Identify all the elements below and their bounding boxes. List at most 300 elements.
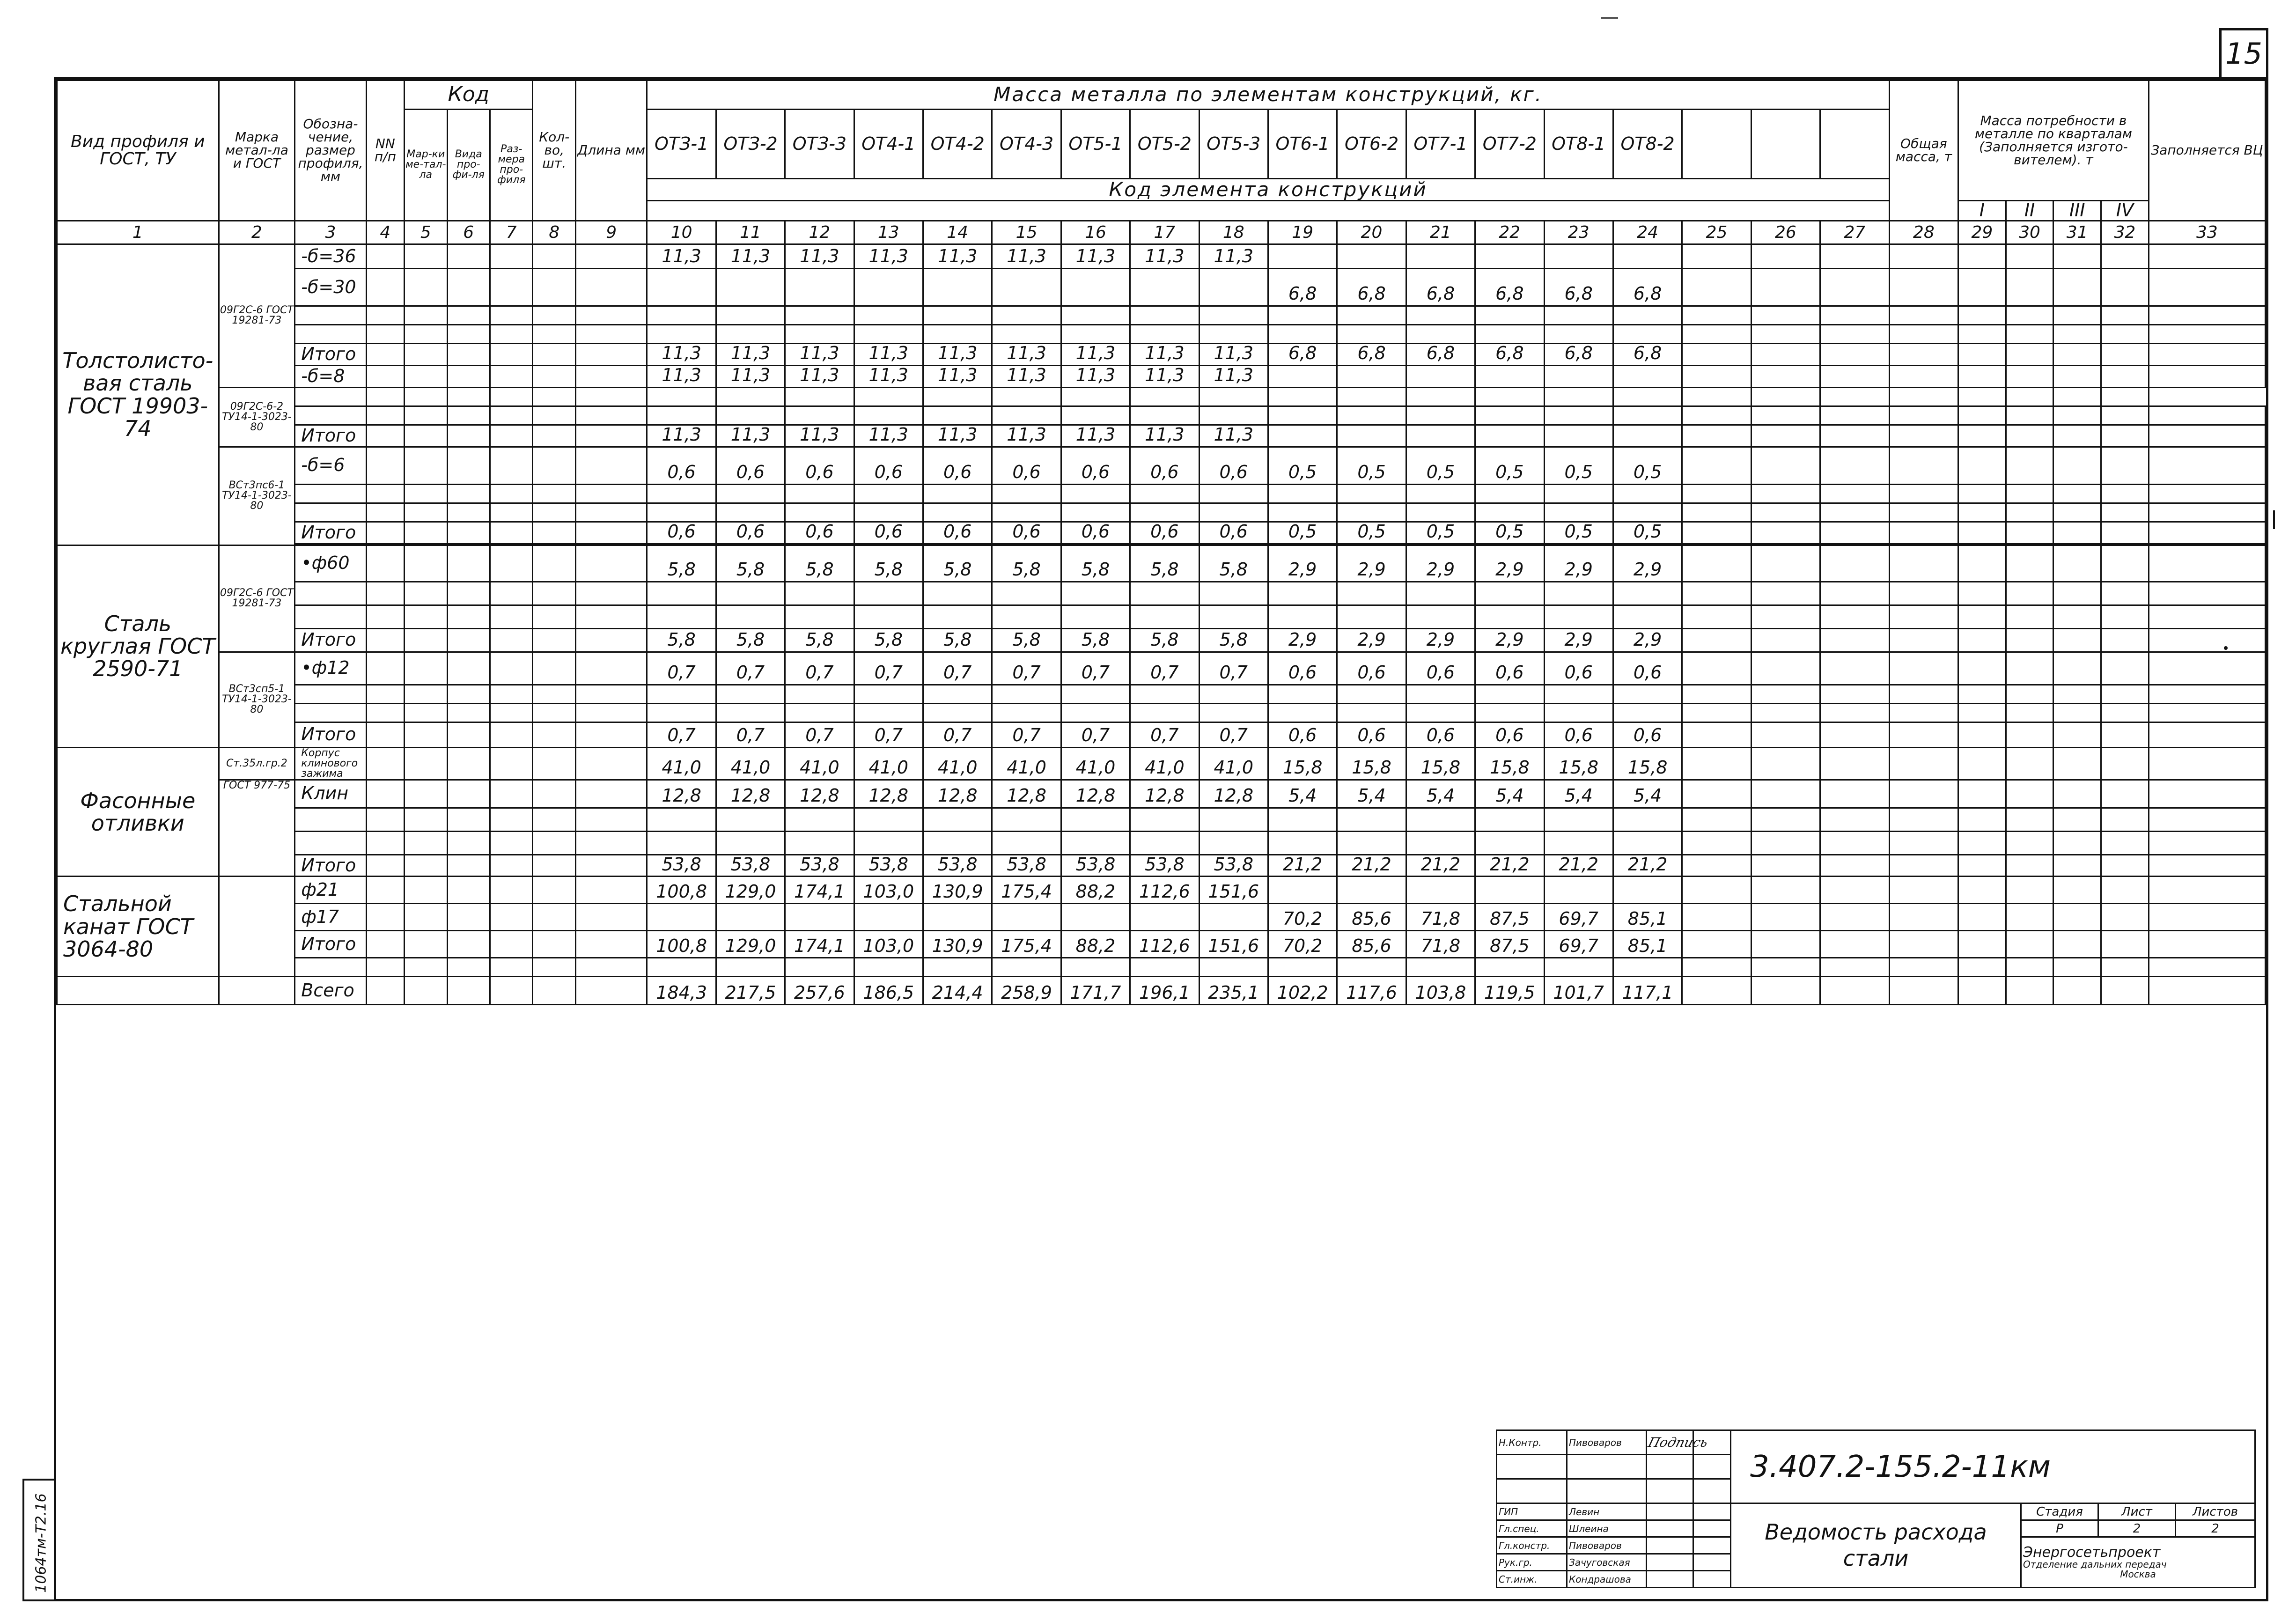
empty-cell	[575, 808, 647, 831]
header-kolvo: Кол-во, шт.	[533, 81, 575, 221]
empty-cell	[366, 722, 404, 747]
empty-cell	[1958, 628, 2006, 652]
empty-cell	[923, 406, 992, 425]
mass-value: 11,3	[716, 425, 785, 447]
mass-value: 12,8	[1130, 780, 1199, 808]
mass-value: 6,8	[1337, 343, 1406, 365]
list-label: Лист	[2098, 1503, 2176, 1520]
empty-cell	[575, 545, 647, 582]
empty-cell	[405, 306, 447, 324]
empty-cell	[295, 831, 366, 855]
empty-cell	[1820, 808, 1890, 831]
mass-value: 88,2	[1061, 931, 1130, 958]
empty-cell	[366, 406, 404, 425]
mass-value	[1268, 365, 1337, 387]
empty-cell	[447, 747, 490, 780]
mass-value: 11,3	[1061, 343, 1130, 365]
profile-size: Итого	[295, 931, 366, 958]
mass-value: 0,7	[785, 722, 854, 747]
empty-cell	[1751, 545, 1820, 582]
org-sub: Отделение дальних передач	[2023, 1559, 2167, 1570]
empty-cell	[1613, 324, 1682, 343]
empty-cell	[992, 306, 1061, 324]
empty-cell	[1820, 425, 1890, 447]
empty-cell	[490, 628, 533, 652]
mass-value: 5,8	[1199, 545, 1268, 582]
empty-cell	[785, 306, 854, 324]
empty-cell	[1751, 522, 1820, 544]
header-massa-title: Масса металла по элементам конструкций, кг.	[647, 81, 1889, 110]
steel-grade: ГОСТ 977-75	[219, 780, 295, 877]
empty-cell	[854, 582, 923, 605]
empty-cell	[533, 268, 575, 306]
empty-cell	[992, 582, 1061, 605]
mass-value: 15,8	[1613, 747, 1682, 780]
column-number: 12	[785, 221, 854, 244]
mass-value: 0,7	[1199, 722, 1268, 747]
empty-cell	[1475, 685, 1544, 703]
mass-value	[1613, 365, 1682, 387]
empty-cell	[366, 977, 404, 1005]
empty-cell	[1751, 425, 1820, 447]
column-numbers-row	[57, 221, 2266, 244]
empty-cell	[2053, 244, 2101, 268]
empty-cell	[1820, 343, 1890, 365]
mass-value: 11,3	[785, 365, 854, 387]
empty-cell	[533, 406, 575, 425]
mass-value	[992, 268, 1061, 306]
column-number: 9	[575, 221, 647, 244]
empty-cell	[490, 605, 533, 628]
empty-cell	[2149, 365, 2265, 387]
empty-cell	[2006, 722, 2053, 747]
empty-cell	[575, 268, 647, 306]
empty-cell	[490, 522, 533, 544]
edge-mark	[2273, 510, 2275, 529]
mass-value: 15,8	[1337, 747, 1406, 780]
empty-cell	[295, 582, 366, 605]
empty-cell	[447, 904, 490, 931]
empty-cell	[2149, 244, 2265, 268]
empty-cell	[785, 387, 854, 406]
header-blank	[1061, 201, 1130, 221]
empty-cell	[1889, 831, 1958, 855]
mass-value	[1337, 244, 1406, 268]
mass-value: 0,6	[785, 447, 854, 484]
mass-value: 53,8	[647, 855, 716, 877]
mass-value: 11,3	[1061, 244, 1130, 268]
mass-value: 0,7	[923, 652, 992, 685]
column-number: 6	[447, 221, 490, 244]
empty-cell	[2101, 877, 2149, 904]
empty-cell	[1889, 652, 1958, 685]
empty-cell	[1130, 958, 1199, 977]
empty-cell	[1061, 406, 1130, 425]
empty-cell	[923, 503, 992, 522]
empty-cell	[992, 958, 1061, 977]
empty-cell	[1889, 747, 1958, 780]
mass-value: 5,8	[647, 628, 716, 652]
empty-cell	[366, 628, 404, 652]
profile-size: Итого	[295, 722, 366, 747]
empty-cell	[1130, 605, 1199, 628]
empty-cell	[1820, 447, 1890, 484]
mass-value: 0,5	[1544, 447, 1613, 484]
mass-value: 5,4	[1544, 780, 1613, 808]
empty-cell	[1820, 747, 1890, 780]
empty-cell	[1820, 877, 1890, 904]
document-name: Ведомость расхода стали	[1731, 1503, 2021, 1588]
empty-cell	[405, 977, 447, 1005]
empty-cell	[1958, 447, 2006, 484]
mass-value: 5,4	[1613, 780, 1682, 808]
mass-value: 5,8	[716, 545, 785, 582]
element-code-12: ОТ7-1	[1406, 110, 1475, 179]
empty-cell	[295, 503, 366, 522]
empty-cell	[785, 831, 854, 855]
empty-cell	[1337, 582, 1406, 605]
empty-cell	[1061, 582, 1130, 605]
mass-value: 0,5	[1406, 522, 1475, 544]
empty-cell	[1889, 605, 1958, 628]
empty-cell	[1475, 808, 1544, 831]
empty-cell	[992, 484, 1061, 503]
empty-cell	[854, 605, 923, 628]
empty-cell	[366, 306, 404, 324]
mass-value	[1268, 425, 1337, 447]
empty-cell	[716, 605, 785, 628]
empty-cell	[1958, 244, 2006, 268]
empty-cell	[1475, 605, 1544, 628]
mass-value: 0,6	[1337, 722, 1406, 747]
mass-value: 100,8	[647, 931, 716, 958]
table-row	[57, 722, 2266, 747]
stamp-name: Левин	[1567, 1503, 1647, 1520]
empty-cell	[1544, 582, 1613, 605]
empty-cell	[1751, 268, 1820, 306]
empty-cell	[366, 387, 404, 406]
empty-cell	[1889, 855, 1958, 877]
column-number: 31	[2053, 221, 2101, 244]
empty-cell	[1268, 958, 1337, 977]
empty-cell	[2053, 406, 2101, 425]
empty-cell	[785, 958, 854, 977]
empty-cell	[490, 722, 533, 747]
empty-cell	[1475, 582, 1544, 605]
empty-cell	[1889, 365, 1958, 387]
stamp-name: Шлеина	[1567, 1520, 1647, 1537]
empty-cell	[1820, 306, 1890, 324]
empty-cell	[1406, 958, 1475, 977]
header-kod: Код	[405, 81, 533, 110]
empty-cell	[1889, 425, 1958, 447]
empty-cell	[1958, 425, 2006, 447]
empty-cell	[1406, 503, 1475, 522]
mass-value: 41,0	[1061, 747, 1130, 780]
empty-cell	[366, 780, 404, 808]
list-value: 2	[2098, 1520, 2176, 1537]
empty-cell	[533, 484, 575, 503]
empty-cell	[1130, 484, 1199, 503]
empty-cell	[1268, 605, 1337, 628]
empty-cell	[2006, 365, 2053, 387]
mass-value: 53,8	[1061, 855, 1130, 877]
mass-value: 0,6	[923, 447, 992, 484]
empty-cell	[533, 685, 575, 703]
empty-cell	[447, 582, 490, 605]
empty-cell	[405, 831, 447, 855]
empty-cell	[923, 831, 992, 855]
listov-value: 2	[2176, 1520, 2255, 1537]
mass-value: 101,7	[1544, 977, 1613, 1005]
profile-size: •ф60	[295, 545, 366, 582]
mass-value: 0,7	[854, 722, 923, 747]
empty-cell	[1613, 703, 1682, 722]
mass-value: 5,8	[854, 545, 923, 582]
empty-cell	[2101, 503, 2149, 522]
empty-cell	[2101, 447, 2149, 484]
empty-cell	[1061, 685, 1130, 703]
stamp-signature: Подпись	[1647, 1430, 1693, 1455]
empty-cell	[1130, 324, 1199, 343]
profile-size: Итого	[295, 522, 366, 544]
mass-value: 0,6	[1130, 447, 1199, 484]
empty-cell	[1406, 306, 1475, 324]
empty-cell	[2006, 503, 2053, 522]
element-code-2: ОТЗ-2	[716, 110, 785, 179]
empty-cell	[1682, 503, 1751, 522]
empty-cell	[447, 522, 490, 544]
empty-cell	[2006, 406, 2053, 425]
header-blank	[1613, 201, 1682, 221]
empty-cell	[1130, 503, 1199, 522]
empty-cell	[2101, 365, 2149, 387]
column-number: 2	[219, 221, 295, 244]
empty-cell	[575, 958, 647, 977]
mass-value	[1406, 365, 1475, 387]
empty-cell	[2101, 703, 2149, 722]
empty-cell	[1682, 904, 1751, 931]
empty-cell	[1337, 605, 1406, 628]
empty-cell	[447, 425, 490, 447]
header-blank	[1820, 201, 1890, 221]
empty-cell	[366, 484, 404, 503]
mass-value	[785, 268, 854, 306]
empty-cell	[490, 582, 533, 605]
empty-cell	[1337, 503, 1406, 522]
empty-cell	[1613, 484, 1682, 503]
empty-cell	[366, 685, 404, 703]
empty-cell	[405, 503, 447, 522]
stamp-name: Пивоваров	[1567, 1537, 1647, 1554]
empty-cell	[1544, 685, 1613, 703]
mass-value	[1199, 904, 1268, 931]
empty-cell	[1958, 931, 2006, 958]
mass-value	[1406, 425, 1475, 447]
empty-cell	[1337, 406, 1406, 425]
empty-cell	[992, 503, 1061, 522]
empty-cell	[1751, 977, 1820, 1005]
empty-cell	[1820, 522, 1890, 544]
empty-cell	[575, 582, 647, 605]
mass-value: 12,8	[854, 780, 923, 808]
empty-cell	[2053, 703, 2101, 722]
empty-cell	[366, 522, 404, 544]
mass-value	[716, 904, 785, 931]
empty-cell	[2101, 484, 2149, 503]
mass-value: 6,8	[1406, 343, 1475, 365]
table-row-spacer	[57, 703, 2266, 722]
empty-cell	[2006, 268, 2053, 306]
header-nn: NN п/п	[366, 81, 404, 221]
mass-value: 5,8	[923, 628, 992, 652]
empty-cell	[295, 484, 366, 503]
mass-value: 117,6	[1337, 977, 1406, 1005]
empty-cell	[405, 268, 447, 306]
empty-cell	[1682, 877, 1751, 904]
empty-cell	[533, 977, 575, 1005]
empty-cell	[533, 958, 575, 977]
empty-cell	[647, 703, 716, 722]
quarter-4: IV	[2101, 201, 2149, 221]
empty-cell	[1475, 958, 1544, 977]
empty-cell	[490, 703, 533, 722]
empty-cell	[1061, 387, 1130, 406]
empty-cell	[575, 977, 647, 1005]
mass-value: 0,5	[1613, 447, 1682, 484]
empty-cell	[1199, 406, 1268, 425]
empty-cell	[405, 703, 447, 722]
mass-value	[1337, 425, 1406, 447]
column-number: 33	[2149, 221, 2265, 244]
table-row-spacer	[57, 484, 2266, 503]
empty-cell	[405, 343, 447, 365]
empty-cell	[1820, 605, 1890, 628]
column-number: 8	[533, 221, 575, 244]
empty-cell	[1682, 582, 1751, 605]
mass-value: 103,8	[1406, 977, 1475, 1005]
mass-value: 11,3	[716, 244, 785, 268]
column-number: 26	[1751, 221, 1820, 244]
empty-cell	[533, 545, 575, 582]
mass-value: 41,0	[923, 747, 992, 780]
header-kod-vida: Вида про-фи-ля	[447, 110, 490, 221]
empty-cell	[1337, 703, 1406, 722]
table-row-spacer	[57, 406, 2266, 425]
empty-cell	[366, 855, 404, 877]
empty-cell	[405, 582, 447, 605]
empty-cell	[1751, 808, 1820, 831]
mass-value: 2,9	[1337, 628, 1406, 652]
steel-grade: ВСт3сп5-1 ТУ14-1-3023-80	[219, 652, 295, 747]
profile-size: Итого	[295, 343, 366, 365]
mass-value: 69,7	[1544, 931, 1613, 958]
empty-cell	[490, 244, 533, 268]
empty-cell	[575, 931, 647, 958]
empty-cell	[785, 703, 854, 722]
mass-value: 6,8	[1544, 268, 1613, 306]
empty-cell	[2101, 605, 2149, 628]
mass-value	[1130, 904, 1199, 931]
empty-cell	[533, 722, 575, 747]
mass-value: 0,6	[716, 522, 785, 544]
empty-cell	[1475, 484, 1544, 503]
empty-cell	[647, 958, 716, 977]
empty-cell	[2149, 977, 2265, 1005]
mass-value: 2,9	[1337, 545, 1406, 582]
empty-cell	[1130, 685, 1199, 703]
mass-value: 53,8	[1130, 855, 1199, 877]
empty-cell	[1889, 780, 1958, 808]
empty-cell	[1682, 545, 1751, 582]
empty-cell	[1199, 605, 1268, 628]
empty-cell	[2101, 582, 2149, 605]
empty-cell	[2149, 685, 2265, 703]
empty-cell	[1130, 831, 1199, 855]
empty-cell	[533, 324, 575, 343]
empty-cell	[854, 387, 923, 406]
mass-value: 69,7	[1544, 904, 1613, 931]
empty-cell	[1268, 324, 1337, 343]
empty-cell	[923, 582, 992, 605]
empty-cell	[1958, 365, 2006, 387]
header-blank	[647, 201, 716, 221]
column-number: 7	[490, 221, 533, 244]
empty-cell	[490, 808, 533, 831]
mass-value	[1268, 877, 1337, 904]
empty-cell	[2149, 484, 2265, 503]
empty-cell	[490, 747, 533, 780]
mass-value: 5,8	[785, 545, 854, 582]
empty-cell	[1751, 855, 1820, 877]
empty-cell	[2101, 324, 2149, 343]
empty-cell	[2101, 652, 2149, 685]
empty-cell	[1406, 406, 1475, 425]
empty-cell	[1889, 877, 1958, 904]
profile-size: Итого	[295, 425, 366, 447]
quarter-2: II	[2006, 201, 2053, 221]
empty-cell	[2006, 628, 2053, 652]
mass-value: 103,0	[854, 931, 923, 958]
mass-value: 11,3	[854, 244, 923, 268]
empty-cell	[2149, 268, 2265, 306]
empty-cell	[1061, 503, 1130, 522]
empty-cell	[490, 545, 533, 582]
empty-cell	[490, 425, 533, 447]
mass-value: 217,5	[716, 977, 785, 1005]
mass-value: 6,8	[1268, 268, 1337, 306]
empty-cell	[716, 808, 785, 831]
mass-value: 71,8	[1406, 931, 1475, 958]
empty-cell	[716, 387, 785, 406]
empty-cell	[1682, 365, 1751, 387]
empty-cell	[575, 605, 647, 628]
column-number: 3	[295, 221, 366, 244]
mass-value: 88,2	[1061, 877, 1130, 904]
header-blank	[1751, 201, 1820, 221]
empty-cell	[1061, 484, 1130, 503]
empty-cell	[1268, 503, 1337, 522]
table-row	[57, 365, 2266, 387]
empty-cell	[405, 855, 447, 877]
mass-value: 0,5	[1406, 447, 1475, 484]
empty-cell	[923, 958, 992, 977]
empty-cell	[1544, 808, 1613, 831]
empty-cell	[2101, 855, 2149, 877]
empty-cell	[1751, 747, 1820, 780]
empty-cell	[366, 747, 404, 780]
empty-cell	[1958, 268, 2006, 306]
